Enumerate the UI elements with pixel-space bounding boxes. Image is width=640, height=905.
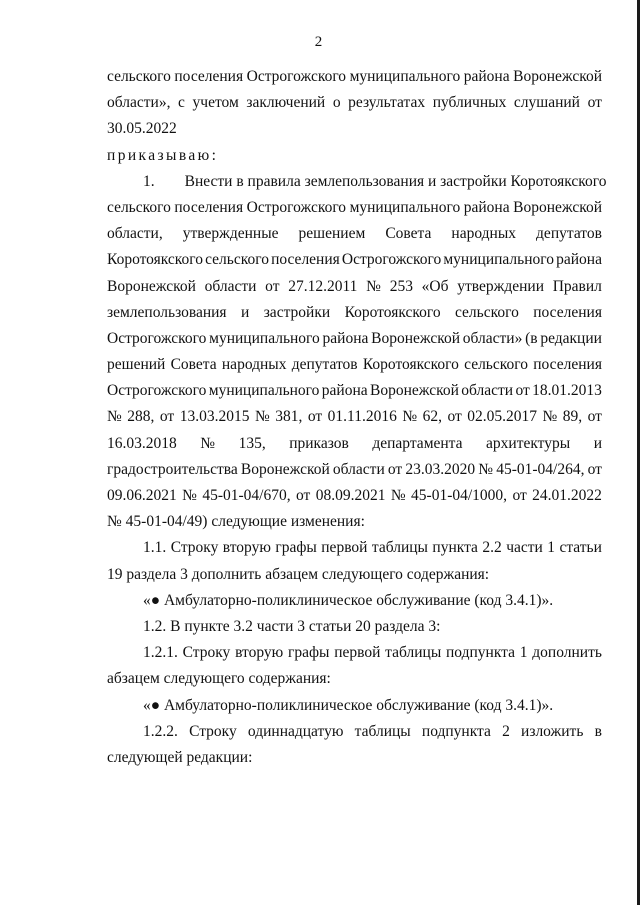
word: № (182, 487, 197, 504)
word: сельского (107, 198, 171, 216)
word: 19 раздела 3 дополнить абзацем следующего содержания: (107, 565, 490, 583)
word: 288, (127, 408, 155, 426)
word: поселения (174, 68, 244, 85)
word: района (463, 68, 510, 85)
word: графы (275, 539, 317, 557)
word: изложить (521, 722, 584, 740)
word: 13.03.2015 (179, 408, 250, 426)
word: подпункта (446, 644, 516, 662)
word: 16.03.2018 (107, 434, 177, 452)
word: сельского (107, 68, 171, 85)
word: Коротоякского (107, 251, 204, 269)
word: о (332, 94, 341, 112)
word: Острогожского (107, 382, 207, 400)
word: 62, (422, 408, 442, 426)
word: области» (462, 329, 523, 347)
word: таблицы (354, 722, 411, 740)
text-line (107, 719, 602, 745)
word: слушаний (513, 94, 580, 112)
word: 45-01-04/670, (202, 487, 291, 504)
word: 2 (502, 722, 510, 740)
word: от (587, 94, 602, 112)
word: результатах (348, 94, 426, 112)
word: 135, (238, 434, 266, 452)
word: района (556, 251, 602, 269)
word: одиннадцатую (247, 722, 344, 740)
word: сельского (454, 303, 519, 321)
word: области (332, 460, 385, 478)
word: вторую (222, 539, 271, 557)
word: Строку (182, 644, 231, 662)
text-line (107, 745, 602, 771)
word: утверждении (457, 277, 544, 295)
word: 30.05.2022 (107, 120, 177, 138)
word: муниципального (208, 382, 320, 400)
word: 381, (275, 408, 303, 426)
word: архитектуры (486, 434, 571, 452)
word: от (387, 460, 403, 478)
word: Внести в правила землепользования и застройки Коротоякского (184, 172, 607, 190)
word: таблицы (371, 539, 428, 557)
text-line (107, 666, 602, 692)
word: сельского (205, 251, 269, 269)
word: 02.05.2017 (467, 408, 538, 426)
word: муниципального (349, 198, 461, 216)
text-line (107, 90, 602, 116)
word: Совета (385, 225, 432, 243)
text-line (107, 614, 602, 640)
text-line (107, 404, 602, 430)
word: 1. (143, 172, 155, 190)
word: учетом (192, 94, 239, 112)
word: поселения (174, 198, 244, 216)
text-line (107, 640, 602, 666)
word: района (463, 198, 510, 216)
word: от (447, 408, 462, 426)
word: 253 (389, 277, 413, 295)
word: землепользования (107, 303, 227, 321)
text-line (107, 116, 602, 142)
word: заключений (246, 94, 326, 112)
text-line (107, 483, 602, 509)
text-line (107, 300, 602, 326)
word: части (506, 539, 543, 557)
word: 1.1. (143, 539, 167, 557)
word: Правил (552, 277, 602, 295)
word: Острогожского (107, 329, 207, 347)
word: 27.12.2011 (288, 277, 358, 295)
word: подпункта (421, 722, 491, 740)
text-line (107, 509, 602, 535)
word: 09.06.2021 (107, 487, 177, 504)
word: Острогожского (246, 68, 347, 85)
word: депутатов (536, 225, 602, 243)
word: муниципального (443, 251, 554, 269)
word: от (265, 277, 280, 295)
word: дополнить (532, 644, 602, 662)
text-line (107, 457, 602, 483)
word: Воронежской (371, 329, 461, 347)
word: района (321, 382, 368, 400)
word: от (515, 382, 530, 400)
word: поселения (533, 356, 602, 374)
word: приказов (289, 434, 349, 452)
word: муниципального (349, 68, 461, 85)
word: Коротоякского (362, 356, 459, 374)
word: № 45-01-04/49) следующие изменения: (107, 513, 365, 531)
word: застройки (263, 303, 331, 321)
text-line (107, 64, 602, 90)
word: 1.2.1. (143, 644, 178, 662)
document-body (107, 64, 607, 771)
word: градостроительства (107, 460, 238, 478)
word: абзацем следующего содержания: (107, 670, 331, 688)
word: 1 (519, 644, 528, 662)
word: 08.09.2021 (315, 487, 386, 504)
word: «Об (421, 277, 449, 295)
word: Строку (189, 722, 237, 740)
word: следующей редакции: (107, 748, 253, 766)
word: 2.2 (482, 539, 502, 557)
word: района (322, 329, 369, 347)
word: муниципального (209, 329, 320, 347)
word: Воронежской (513, 198, 602, 216)
word: № (390, 487, 406, 504)
text-line (107, 352, 602, 378)
word: пункта (432, 539, 478, 557)
word: № (254, 408, 270, 426)
word: утвержденные (182, 225, 279, 243)
word: Воронежской (240, 460, 330, 478)
text-line (107, 431, 602, 457)
word: № (542, 408, 558, 426)
word: Воронежской (513, 68, 602, 85)
word: (в (525, 329, 538, 347)
word: и (593, 434, 602, 452)
word: таблицы (385, 644, 442, 662)
word: 1.2. В пункте 3.2 части 3 статьи 20 раздела 3: (143, 617, 441, 635)
word: 01.11.2016 (327, 408, 397, 426)
word: № (366, 277, 381, 295)
text-line (107, 274, 602, 300)
page-number: 2 (314, 34, 323, 50)
word: 45-01-04/1000, (411, 487, 508, 504)
word: приказываю: (107, 146, 219, 164)
word: от (295, 487, 311, 504)
word: № (107, 408, 122, 426)
word: 89, (562, 408, 583, 426)
text-line (107, 247, 602, 273)
word: от (307, 408, 323, 426)
word: депутатов (291, 356, 358, 374)
word: от (587, 408, 602, 426)
word: графы (287, 644, 330, 662)
word: публичных (432, 94, 507, 112)
word: № (478, 460, 494, 478)
word: области, (107, 225, 163, 243)
word: 1.2.2. (143, 722, 178, 740)
word: вторую (235, 644, 284, 662)
text-line (107, 195, 602, 221)
word: «● Амбулаторно-поликлиническое обслуживание (код 3.4.1)». (143, 696, 554, 714)
word: от (159, 408, 175, 426)
word: Воронежской (107, 277, 196, 295)
word: с (178, 94, 185, 112)
text-line (107, 378, 602, 404)
word: 1 (547, 539, 555, 557)
text-line (107, 169, 607, 195)
word: и (240, 303, 250, 321)
word: департамента (372, 434, 463, 452)
word: 45-01-04/264, (496, 460, 585, 478)
word: 23.03.2020 (405, 460, 476, 478)
word: Коротоякского (344, 303, 441, 321)
word: области (204, 277, 257, 295)
word: Совета (170, 356, 217, 374)
word: решений (107, 356, 166, 374)
word: первой (334, 644, 381, 662)
word: от (512, 487, 527, 504)
word: решением (298, 225, 366, 243)
word: статьи (559, 539, 602, 557)
word: сельского (464, 356, 528, 374)
word: народных (451, 225, 516, 243)
word: 24.01.2022 (532, 487, 602, 504)
word: Острогожского (341, 251, 442, 269)
word: поселения (271, 251, 340, 269)
word: № (402, 408, 418, 426)
word: первой (321, 539, 368, 557)
text-line (107, 221, 602, 247)
text-line (107, 535, 602, 561)
word: области (461, 382, 514, 400)
word: народных (221, 356, 287, 374)
text-line (107, 693, 602, 719)
text-line (107, 143, 602, 169)
word: 18.01.2013 (532, 382, 602, 400)
word: поселения (533, 303, 602, 321)
text-line (107, 326, 602, 352)
word: в (594, 722, 602, 740)
word: Строку (170, 539, 219, 557)
word: области», (107, 94, 171, 112)
word: от (587, 460, 602, 478)
word: Воронежской (370, 382, 459, 400)
text-line (107, 588, 602, 614)
word: «● Амбулаторно-поликлиническое обслуживание (код 3.4.1)». (143, 591, 554, 609)
text-line (107, 562, 602, 588)
word: редакции (540, 329, 602, 347)
word: № (200, 434, 216, 452)
word: Острогожского (246, 198, 347, 216)
